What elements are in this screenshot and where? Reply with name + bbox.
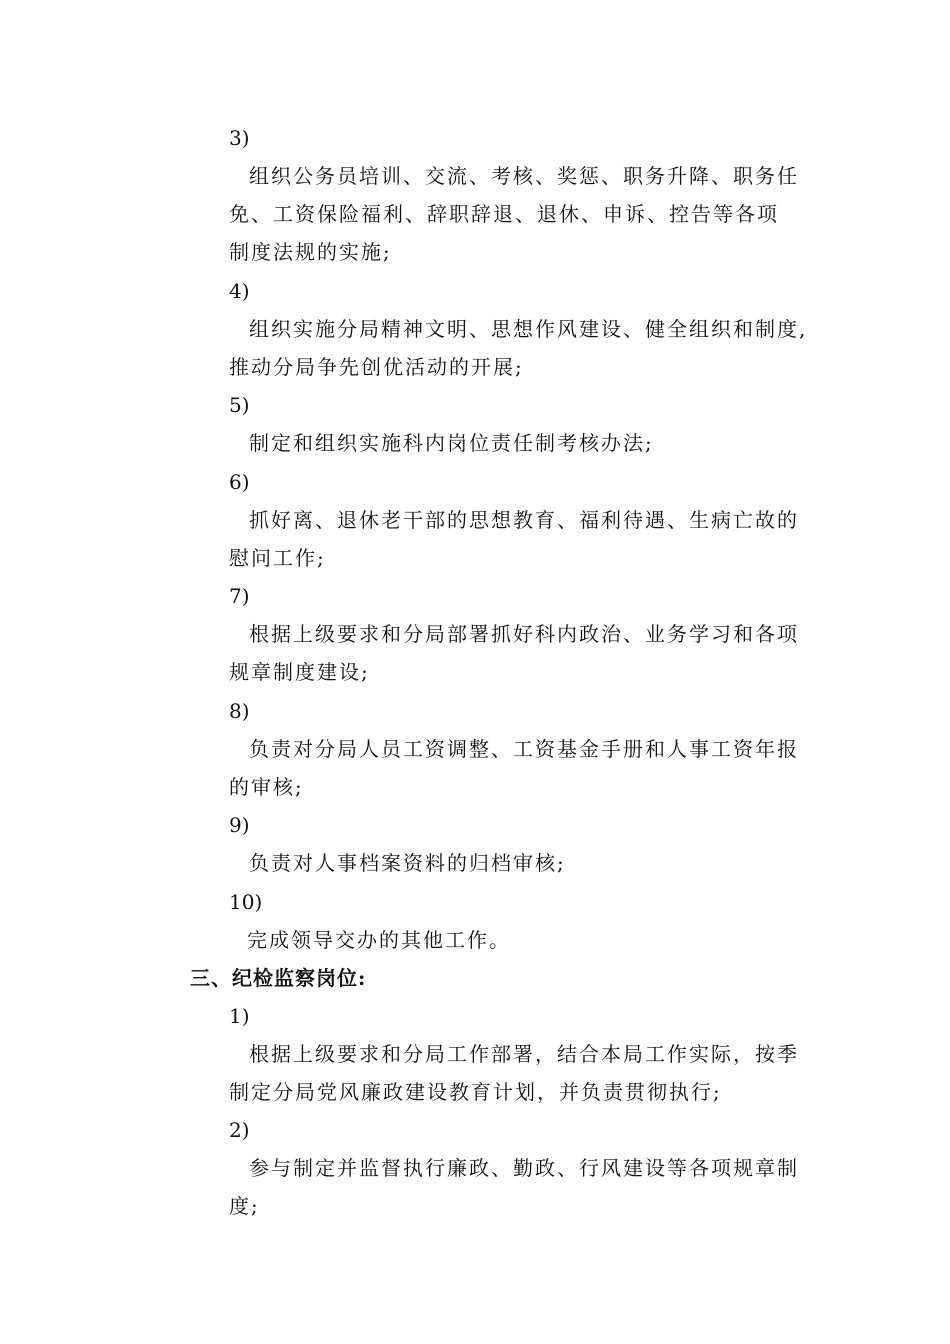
item-text-line: 抓好离、退休老干部的思想教育、福利待遇、生病亡故的 <box>249 508 799 532</box>
item-number: 5) <box>229 393 250 417</box>
item-number: 7) <box>229 584 250 608</box>
item-text-line: 负责对人事档案资料的归档审核; <box>249 851 566 875</box>
item-text-line: 度; <box>229 1194 260 1218</box>
item-number: 4) <box>229 279 250 303</box>
item-text-line: 免、工资保险福利、辞职辞退、退休、申诉、控告等各项 <box>229 202 779 226</box>
item-text-line: 慰问工作; <box>229 546 326 570</box>
item-text-line: 推动分局争先创优活动的开展; <box>229 355 524 379</box>
item-text-line: 参与制定并监督执行廉政、勤政、行风建设等各项规章制 <box>249 1156 799 1180</box>
item-number: 9) <box>229 813 250 837</box>
item-text-line: 规章制度建设; <box>229 660 370 684</box>
item-number: 8) <box>229 699 250 723</box>
item-text-line: 制定和组织实施科内岗位责任制考核办法; <box>249 431 654 455</box>
item-text-line: 组织实施分局精神文明、思想作风建设、健全组织和制度, <box>249 317 808 341</box>
item-number: 3) <box>229 126 250 150</box>
item-text-line: 制定分局党风廉政建设教育计划，并负责贯彻执行; <box>229 1080 722 1104</box>
item-text-line: 根据上级要求和分局工作部署，结合本局工作实际，按季 <box>249 1042 799 1066</box>
item-text-line: 根据上级要求和分局部署抓好科内政治、业务学习和各项 <box>249 622 799 646</box>
item-number: 2) <box>229 1118 250 1142</box>
item-number: 10) <box>229 890 263 914</box>
item-text-line: 制度法规的实施; <box>229 240 392 264</box>
section-heading: 三、纪检监察岗位: <box>190 966 367 990</box>
item-text-line: 组织公务员培训、交流、考核、奖惩、职务升降、职务任 <box>249 164 799 188</box>
item-number: 1) <box>229 1004 250 1028</box>
item-text-line: 的审核; <box>229 775 304 799</box>
item-text-line: 负责对分局人员工资调整、工资基金手册和人事工资年报 <box>249 737 799 761</box>
item-number: 6) <box>229 470 250 494</box>
item-text-line: 完成领导交办的其他工作。 <box>247 928 511 952</box>
